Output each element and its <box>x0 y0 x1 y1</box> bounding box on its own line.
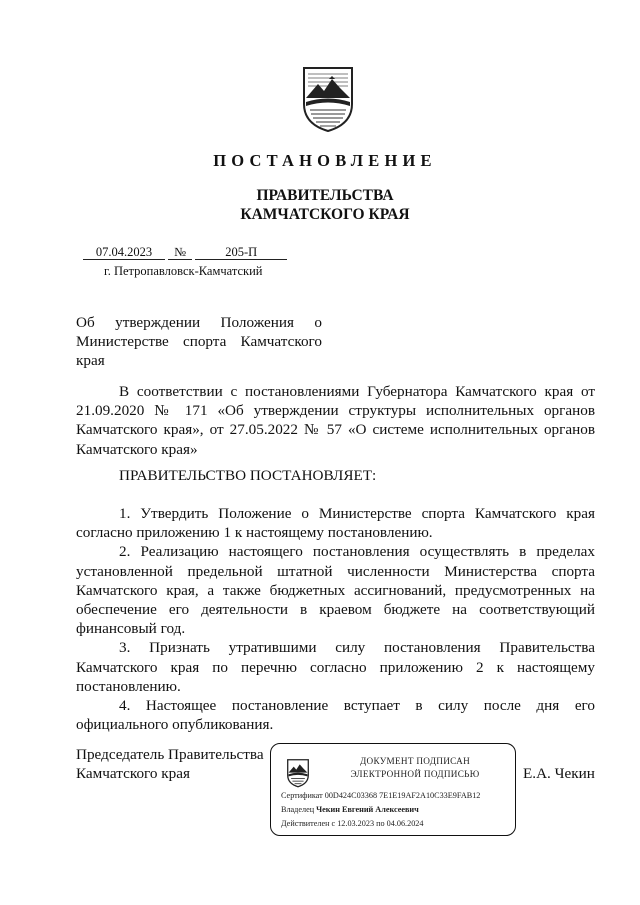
kamchatka-crest-small-icon <box>285 758 311 788</box>
certificate-value: 00D424C03368 7E1E19AF2A10C33E9FAB12 <box>324 791 481 800</box>
document-date: 07.04.2023 <box>83 246 165 260</box>
owner-label: Владелец <box>281 805 315 814</box>
stamp-certificate <box>281 791 480 800</box>
number-label: № <box>168 246 192 260</box>
list-item: 1. Утвердить Положение о Министерстве спорта Камчатского края согласно приложению 1 к настоящему постановлению. <box>76 505 595 542</box>
electronic-signature-stamp <box>270 743 516 836</box>
certificate-label: Сертификат <box>281 791 323 800</box>
valid-to-label: по <box>376 819 385 828</box>
document-title: ПОСТАНОВЛЕНИЕ <box>213 151 437 170</box>
valid-label: Действителен с <box>281 819 336 828</box>
document-number: 205-П <box>195 246 287 260</box>
stamp-validity <box>281 819 423 828</box>
subject: Об утверждении Положения о Министерстве спорта Камчатского края <box>76 314 322 370</box>
signatory-position-line-2: Камчатского края <box>76 765 190 783</box>
items-list <box>76 504 595 734</box>
valid-from: 12.03.2023 <box>337 819 375 828</box>
signatory-position-line-1: Председатель Правительства <box>76 746 264 763</box>
list-item: 2. Реализацию настоящего постановления осуществлять в пределах установленной предельной штатной численности Министерства спорта Камчатского края, а также бюджетных ассигнований, предусмотренных на обеспечение его деятельности в краевом бюджете на соответствующий финансовый год. <box>76 543 595 638</box>
kamchatka-crest-icon <box>300 64 356 134</box>
stamp-heading-2: ЭЛЕКТРОННОЙ ПОДПИСЬЮ <box>350 769 480 779</box>
valid-to: 04.06.2024 <box>386 819 424 828</box>
signatory-name: Е.А. Чекин <box>523 765 595 782</box>
stamp-owner <box>281 805 419 814</box>
list-item: 4. Настоящее постановление вступает в силу после дня его официального опубликования. <box>76 697 595 734</box>
stamp-heading-1: ДОКУМЕНТ ПОДПИСАН <box>359 756 471 766</box>
preamble: В соответствии с постановлениями Губернатора Камчатского края от 21.09.2020 № 171 «Об утверждении структуры исполнительных органов Камчатского края», от 27.05.2022 № 57 «О системе исполнительных органов Камчатского края» <box>76 383 595 458</box>
city: г. Петропавловск-Камчатский <box>104 264 263 278</box>
list-item: 3. Признать утратившими силу постановления Правительства Камчатского края по перечню согласно приложению 2 к настоящему постановлению. <box>76 639 595 695</box>
signatory-position <box>76 745 264 783</box>
date-number-line <box>83 245 287 260</box>
resolves-heading: ПРАВИТЕЛЬСТВО ПОСТАНОВЛЯЕТ: <box>119 467 377 484</box>
owner-value: Чекин Евгений Алексеевич <box>316 805 419 814</box>
authority-line-1: ПРАВИТЕЛЬСТВА <box>256 187 394 204</box>
authority-line-2: КАМЧАТСКОГО КРАЯ <box>240 206 410 223</box>
